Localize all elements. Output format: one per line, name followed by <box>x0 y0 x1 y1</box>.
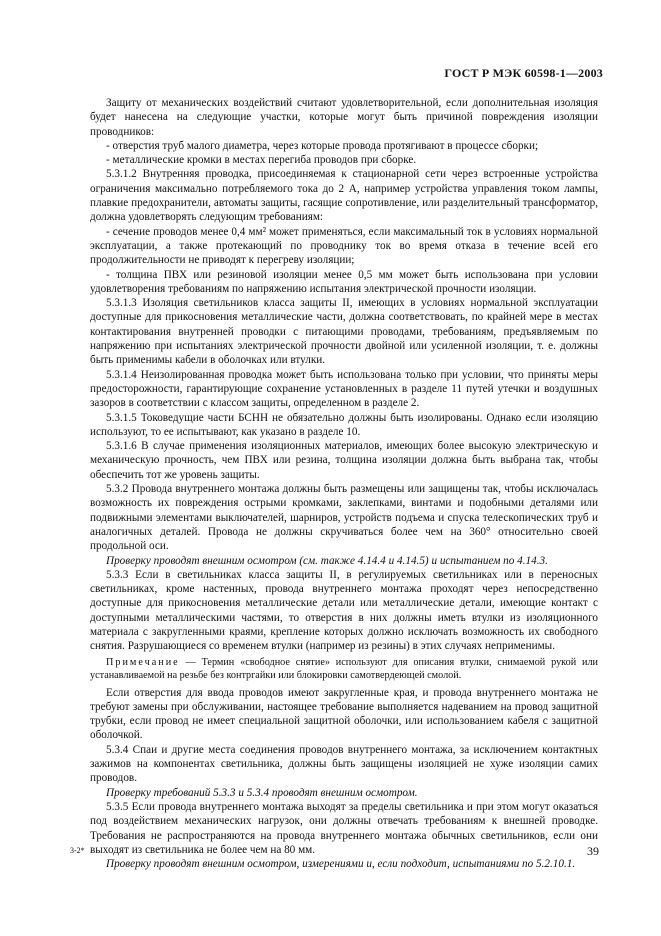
note-paragraph <box>90 656 598 683</box>
paragraph: 5.3.1.6 В случае применения изоляционных материалов, имеющих более высокую электрическую и механическую прочность, чем ПВХ или резина, толщина изоляции должна быть выбрана так, чтобы обеспечить тот же уровень защиты. <box>90 440 598 481</box>
note-text: — Термин «свободное снятие» используют для описания втулки, снимаемой рукой или устанавливаемой на резьбе без контргайки или блокировки самотвердеющей смолой. <box>90 656 598 682</box>
standard-header: ГОСТ Р МЭК 60598-1—2003 <box>444 66 603 80</box>
paragraph: 5.3.1.4 Неизолированная проводка может быть использована только при условии, что приняты меры предосторожности, гарантирующие сохранение установленных в разделе 11 путей утечки и воздушных зазоров в соответствии с классом защиты, определенном в разделе 2. <box>90 368 598 410</box>
paragraph: 5.3.2 Провода внутреннего монтажа должны быть размещены или защищены так, чтобы исключалась возможность их повреждения острыми кромками, заклепками, винтами и подобными деталями или подвижными элементами выключателей, шарниров, устройств подъема и спуска телескопических труб и аналогичных деталей. Провода не должны скручиваться более чем на 360° относительно своей продольной оси. <box>90 483 598 553</box>
paragraph: 5.3.3 Если в светильниках класса защиты II, в регулируемых светильниках или в переносных светильниках, кроме настенных, провода внутреннего монтажа проходят через непосредственно доступные для прикосновения металлические детали или металлические детали, имеющие контакт с доступными металлическими частями, то отверстия в них должны иметь втулки из изоляционного материала с закругленными краями, крепление которых должно исключать возможность их свободного снятия. Разрушающиеся со временем втулки (например из резины) в этих случаях неприменимы. <box>90 568 598 653</box>
verification-note: Проверку требований 5.3.3 и 5.3.4 проводят внешним осмотром. <box>106 786 418 799</box>
text-block-main <box>90 96 598 654</box>
sheet-mark: 3-2* <box>70 846 85 855</box>
document-body <box>90 96 598 871</box>
paragraph: 5.3.4 Спаи и другие места соединения проводов внутреннего монтажа, за исключением контактных зажимов на компонентах светильника, должны быть защищены изоляцией не хуже изоляции самих проводов. <box>90 743 598 785</box>
paragraph: - сечение проводов менее 0,4 мм² может применяться, если максимальный ток в условиях нормальной эксплуатации, а также протекающий по проводнику ток во время отказа в течение всей его продолжительности не приводят к перегреву изоляции; <box>90 225 598 267</box>
verification-note: Проверку проводят внешним осмотром, измерениями и, если подходит, испытаниями по 5.2.10.1. <box>106 858 576 871</box>
verification-note: Проверку проводят внешним осмотром (см. также 4.14.4 и 4.14.5) и испытанием по 4.14.3. <box>106 554 548 567</box>
paragraph: 5.3.1.3 Изоляция светильников класса защиты II, имеющих в условиях нормальной эксплуатации доступные для прикосновения металлические части, должна соответствовать, по крайней мере в местах контактирования внутренней проводки с питающими проводами, требованиям, предъявляемым по напряжению при испытаниях электрической прочности двойной или усиленной изоляции, т. е. должны быть применимы кабели в оболочках или втулки. <box>90 297 598 367</box>
paragraph: Если отверстия для ввода проводов имеют закругленные края, и провода внутреннего монтажа не требуют замены при обслуживании, настоящее требование выполняется надеванием на провод защитной трубки, если провод не имеет специальной защитной оболочки, или использованием кабеля с защитной оболочкой. <box>90 686 598 742</box>
paragraph: 5.3.1.2 Внутренняя проводка, присоединяемая к стационарной сети через встроенные устройства ограничения максимально потребляемого тока до 2 А, например устройства управления током лампы, плавкие предохранители, автоматы защиты, гасящие сопротивление, или разделительный трансформатор, должна удовлетворять следующим требованиям: <box>90 168 598 224</box>
text-block-continued <box>90 686 598 872</box>
paragraph: 5.3.5 Если провода внутреннего монтажа выходят за пределы светильника и при этом могут оказаться под воздействием механических нагрузок, они должны отвечать требованиям к внешней проводке. Требования не распространяются на провода внутреннего монтажа обычных светильников, если они выходят из светильника не более чем на 80 мм. <box>90 800 598 856</box>
paragraph: 5.3.1.5 Токоведущие части БСНН не обязательно должны быть изолированы. Однако если изоляцию используют, то ее испытывают, как указано в разделе 10. <box>90 411 598 438</box>
paragraph: - толщина ПВХ или резиновой изоляции менее 0,5 мм может быть использована при условии удовлетворения требованиям по напряжению испытания электрической прочности изоляции. <box>90 268 598 295</box>
note-label: Примечание <box>106 656 180 668</box>
paragraph: - металлические кромки в местах перегиба проводов при сборке. <box>106 154 417 167</box>
paragraph: - отверстия труб малого диаметра, через которые провода протягивают в процессе сборки; <box>106 139 539 152</box>
paragraph: Защиту от механических воздействий считают удовлетворительной, если дополнительная изоляция будет нанесена на следующие участки, которые могут быть причиной повреждения изоляции проводников: <box>90 97 598 138</box>
page-number: 39 <box>587 844 599 858</box>
